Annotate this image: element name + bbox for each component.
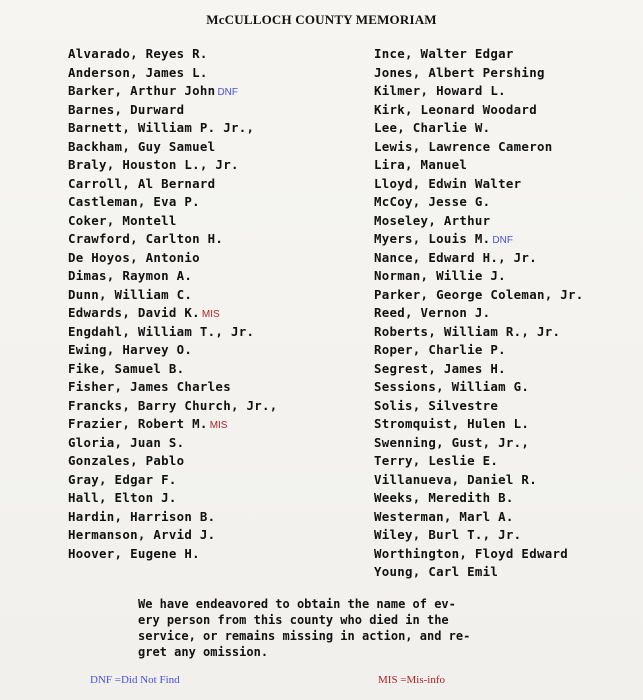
entry-name: Lewis, Lawrence Cameron [374,138,553,154]
note-line: We have endeavored to obtain the name of ev- [138,597,456,611]
memorial-entry [374,82,584,101]
memorial-entry [374,138,584,157]
memorial-entry [68,526,278,545]
entry-name: Fisher, James Charles [68,379,231,394]
entry-name: Frazier, Robert M. [68,416,208,431]
entry-name: Dunn, William C. [68,286,193,302]
note-line: service, or remains missing in action, and re- [138,629,471,643]
note-line: gret any omission. [138,645,269,659]
entry-name: Villanueva, Daniel R. [374,471,537,487]
entry-name: Parker, George Coleman, Jr. [374,286,584,302]
entry-name: Roper, Charlie P. [374,342,506,357]
memorial-entry [68,267,278,286]
entry-name: Myers, Louis M. [374,231,491,246]
legend-mis: MIS =Mis-info [378,674,446,686]
memorial-entry [68,45,278,64]
entry-name: McCoy, Jesse G. [374,194,491,209]
entry-name: Lee, Charlie W. [374,120,491,135]
entry-name: Gloria, Juan S. [68,434,185,450]
memorial-entry [68,378,278,397]
memorial-entry [68,230,278,249]
entry-name: Anderson, James L. [68,64,208,80]
entry-name: Segrest, James H. [374,360,506,376]
entry-name: Weeks, Meredith B. [374,490,514,505]
memorial-entry [374,156,584,175]
entry-tag-mis: MIS [209,420,228,431]
entry-name: Westerman, Marl A. [374,508,514,524]
entry-name: Lira, Manuel [374,157,468,172]
entry-name: Barnett, William P. Jr., [68,120,255,135]
memorial-entry [374,45,584,64]
memorial-entry [68,397,278,416]
entry-name: Roberts, William R., Jr. [374,323,561,339]
entry-name: Wiley, Burl T., Jr. [374,527,522,542]
entry-tag-dnf: DNF [492,235,513,246]
memorial-entry [374,471,584,490]
entry-name: Kirk, Leonard Woodard [374,101,537,117]
memorial-entry [374,267,584,286]
entry-name: Reed, Vernon J. [374,305,491,320]
memorial-entry [68,360,278,379]
memorial-entry [68,489,278,508]
names-column-right [374,45,584,582]
entry-name: Hardin, Harrison B. [68,508,216,524]
memorial-entry [374,341,584,360]
memorial-entry [374,397,584,416]
memorial-entry [68,286,278,305]
entry-name: Dimas, Raymon A. [68,268,193,283]
memorial-entry [68,471,278,490]
entry-tag-mis: MIS [201,309,220,320]
memorial-entry [374,304,584,323]
memorial-entry [68,249,278,268]
memorial-entry [68,545,278,564]
memorial-entry [374,193,584,212]
entry-name: Terry, Leslie E. [374,453,499,468]
memorial-entry [374,286,584,305]
memorial-entry [68,64,278,83]
entry-name: Stromquist, Hulen L. [374,416,530,431]
entry-name: Moseley, Arthur [374,212,491,228]
memorial-entry [68,82,278,101]
page-title: McCULLOCH COUNTY MEMORIAM [206,12,437,27]
memorial-entry [68,508,278,527]
memorial-entry [68,119,278,138]
memorial-entry [68,323,278,342]
memorial-entry [374,101,584,120]
memorial-entry [374,212,584,231]
memorial-entry [374,64,584,83]
entry-name: Alvarado, Reyes R. [68,46,208,61]
entry-name: Edwards, David K. [68,305,200,320]
entry-name: Nance, Edward H., Jr. [374,249,537,265]
entry-name: Gonzales, Pablo [68,453,185,468]
entry-name: Swenning, Gust, Jr., [374,434,530,450]
entry-name: Ince, Walter Edgar [374,46,514,61]
memorial-entry [374,508,584,527]
memorial-entry [374,563,584,582]
entry-name: Carroll, Al Bernard [68,175,216,191]
memorial-entry [68,138,278,157]
entry-name: Barker, Arthur John [68,83,216,98]
entry-name: Norman, Willie J. [374,268,506,283]
memorial-entry [374,452,584,471]
memorial-entry [68,212,278,231]
memorial-entry [68,156,278,175]
memorial-entry [374,489,584,508]
memorial-entry [68,341,278,360]
memorial-entry [68,175,278,194]
memorial-entry [374,434,584,453]
memorial-entry [374,230,584,249]
entry-name: De Hoyos, Antonio [68,249,200,265]
entry-name: Castleman, Eva P. [68,194,200,209]
entry-name: Solis, Silvestre [374,397,499,413]
entry-name: Francks, Barry Church, Jr., [68,397,278,413]
memorial-entry [374,175,584,194]
entry-name: Jones, Albert Pershing [374,64,545,80]
entry-name: Gray, Edgar F. [68,471,177,487]
entry-name: Sessions, William G. [374,379,530,394]
entry-name: Lloyd, Edwin Walter [374,175,522,191]
memorial-entry [68,434,278,453]
memorial-entry [374,323,584,342]
memorial-entry [374,249,584,268]
memorial-entry [374,378,584,397]
entry-tag-dnf: DNF [217,87,238,98]
entry-name: Crawford, Carlton H. [68,231,224,246]
entry-name: Kilmer, Howard L. [374,83,506,98]
omission-note [138,596,518,660]
entry-name: Fike, Samuel B. [68,360,185,376]
entry-name: Hall, Elton J. [68,490,177,505]
memorial-entry [374,545,584,564]
memorial-entry [68,415,278,434]
entry-name: Hoover, Eugene H. [68,545,200,561]
memorial-entry [374,360,584,379]
entry-name: Ewing, Harvey O. [68,342,193,357]
entry-name: Braly, Houston L., Jr. [68,157,239,172]
memorial-entry [68,452,278,471]
entry-name: Backham, Guy Samuel [68,138,216,154]
memorial-entry [374,526,584,545]
note-line: ery person from this county who died in the [138,613,449,627]
entry-name: Coker, Montell [68,212,177,228]
memorial-entry [68,193,278,212]
names-column-left [68,45,278,563]
memorial-entry [68,304,278,323]
legend-dnf: DNF =Did Not Find [90,674,180,686]
entry-name: Young, Carl Emil [374,564,499,579]
entry-name: Worthington, Floyd Edward [374,545,568,561]
entry-name: Engdahl, William T., Jr. [68,323,255,339]
entry-name: Barnes, Durward [68,101,185,117]
memorial-entry [374,119,584,138]
entry-name: Hermanson, Arvid J. [68,527,216,542]
memorial-entry [374,415,584,434]
memorial-entry [68,101,278,120]
